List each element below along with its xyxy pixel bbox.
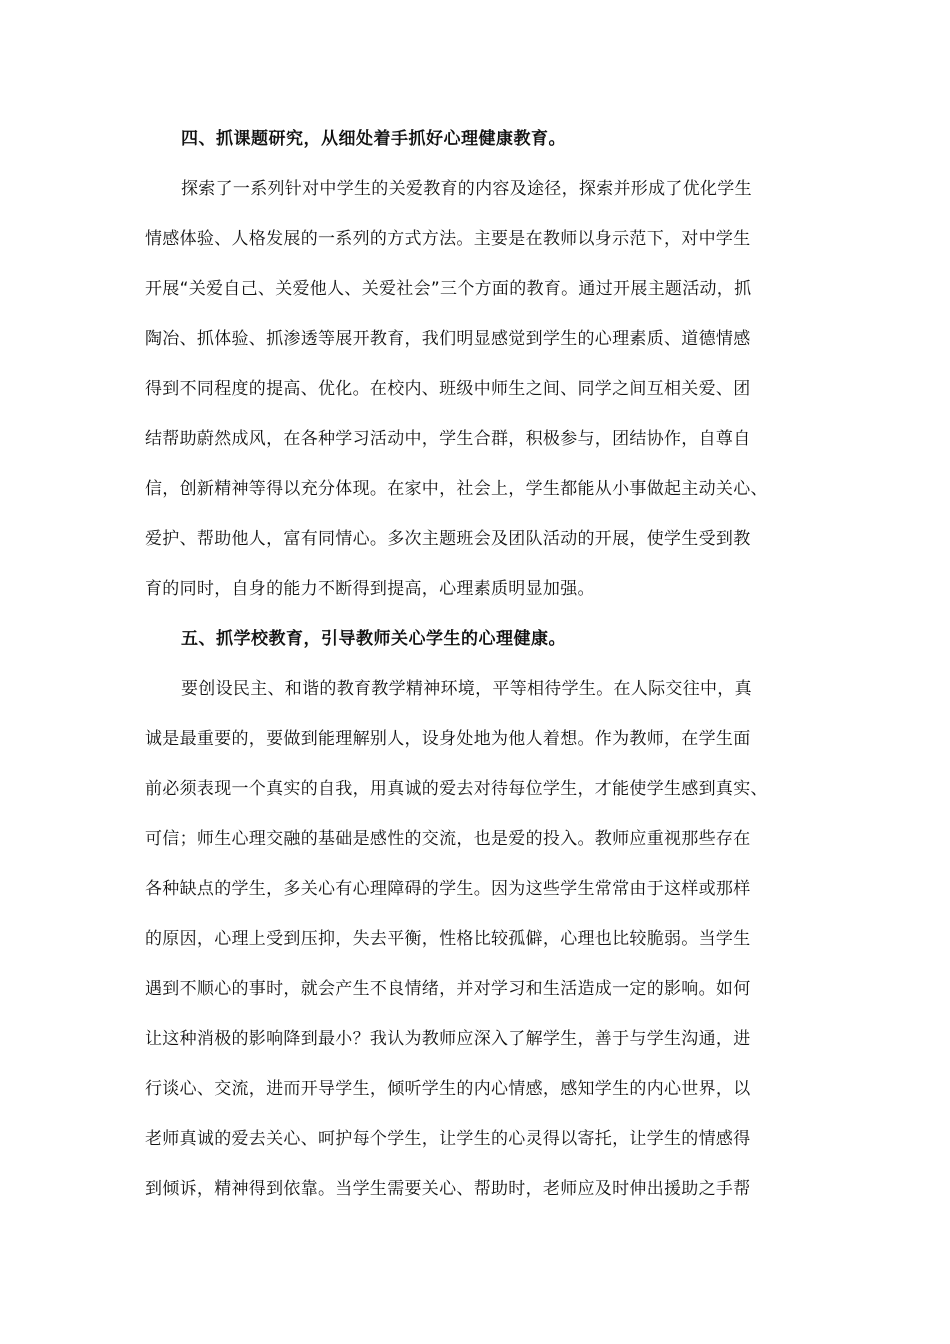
section-heading: 四、抓课题研究，从细处着手抓好心理健康教育。 xyxy=(181,129,566,149)
paragraph xyxy=(145,664,810,1214)
section-five xyxy=(145,614,810,1214)
paragraph-line: 探索了一系列针对中学生的关爱教育的内容及途径，探索并形成了优化学生 xyxy=(181,179,752,199)
paragraph-line: 信，创新精神等得以充分体现。在家中，社会上，学生都能从小事做起主动关心、 xyxy=(145,479,768,499)
paragraph-line: 可信；师生心理交融的基础是感性的交流，也是爱的投入。教师应重视那些存在 xyxy=(145,829,751,849)
paragraph-line: 育的同时，自身的能力不断得到提高，心理素质明显加强。 xyxy=(145,579,595,599)
paragraph-line: 前必须表现一个真实的自我，用真诚的爱去对待每位学生，才能使学生感到真实、 xyxy=(145,779,768,799)
paragraph-line: 要创设民主、和谐的教育教学精神环境，平等相待学生。在人际交往中，真 xyxy=(181,679,752,699)
paragraph-line: 到倾诉，精神得到依靠。当学生需要关心、帮助时，老师应及时伸出援助之手帮 xyxy=(145,1179,751,1199)
paragraph-line: 诚是最重要的，要做到能理解别人，设身处地为他人着想。作为教师，在学生面 xyxy=(145,729,751,749)
paragraph-line: 老师真诚的爱去关心、呵护每个学生，让学生的心灵得以寄托，让学生的情感得 xyxy=(145,1129,751,1149)
paragraph-line: 结帮助蔚然成风，在各种学习活动中，学生合群，积极参与，团结协作，自尊自 xyxy=(145,429,751,449)
paragraph-line: 得到不同程度的提高、优化。在校内、班级中师生之间、同学之间互相关爱、团 xyxy=(145,379,751,399)
paragraph-line: 行谈心、交流，进而开导学生，倾听学生的内心情感，感知学生的内心世界，以 xyxy=(145,1079,751,1099)
document-body xyxy=(145,114,810,1214)
paragraph-line: 遇到不顺心的事时，就会产生不良情绪，并对学习和生活造成一定的影响。如何 xyxy=(145,979,751,999)
paragraph xyxy=(145,164,810,614)
paragraph-line: 爱护、帮助他人，富有同情心。多次主题班会及团队活动的开展，使学生受到教 xyxy=(145,529,751,549)
paragraph-line: 的原因，心理上受到压抑，失去平衡，性格比较孤僻，心理也比较脆弱。当学生 xyxy=(145,929,751,949)
section-heading: 五、抓学校教育，引导教师关心学生的心理健康。 xyxy=(181,629,566,649)
paragraph-line: 让这种消极的影响降到最小？我认为教师应深入了解学生，善于与学生沟通，进 xyxy=(145,1029,751,1049)
section-four xyxy=(145,114,810,614)
paragraph-line: 情感体验、人格发展的一系列的方式方法。主要是在教师以身示范下，对中学生 xyxy=(145,229,751,249)
paragraph-line: 各种缺点的学生，多关心有心理障碍的学生。因为这些学生常常由于这样或那样 xyxy=(145,879,751,899)
paragraph-line: 开展“关爱自己、关爱他人、关爱社会”三个方面的教育。通过开展主题活动，抓 xyxy=(145,279,752,299)
paragraph-line: 陶冶、抓体验、抓渗透等展开教育，我们明显感觉到学生的心理素质、道德情感 xyxy=(145,329,751,349)
